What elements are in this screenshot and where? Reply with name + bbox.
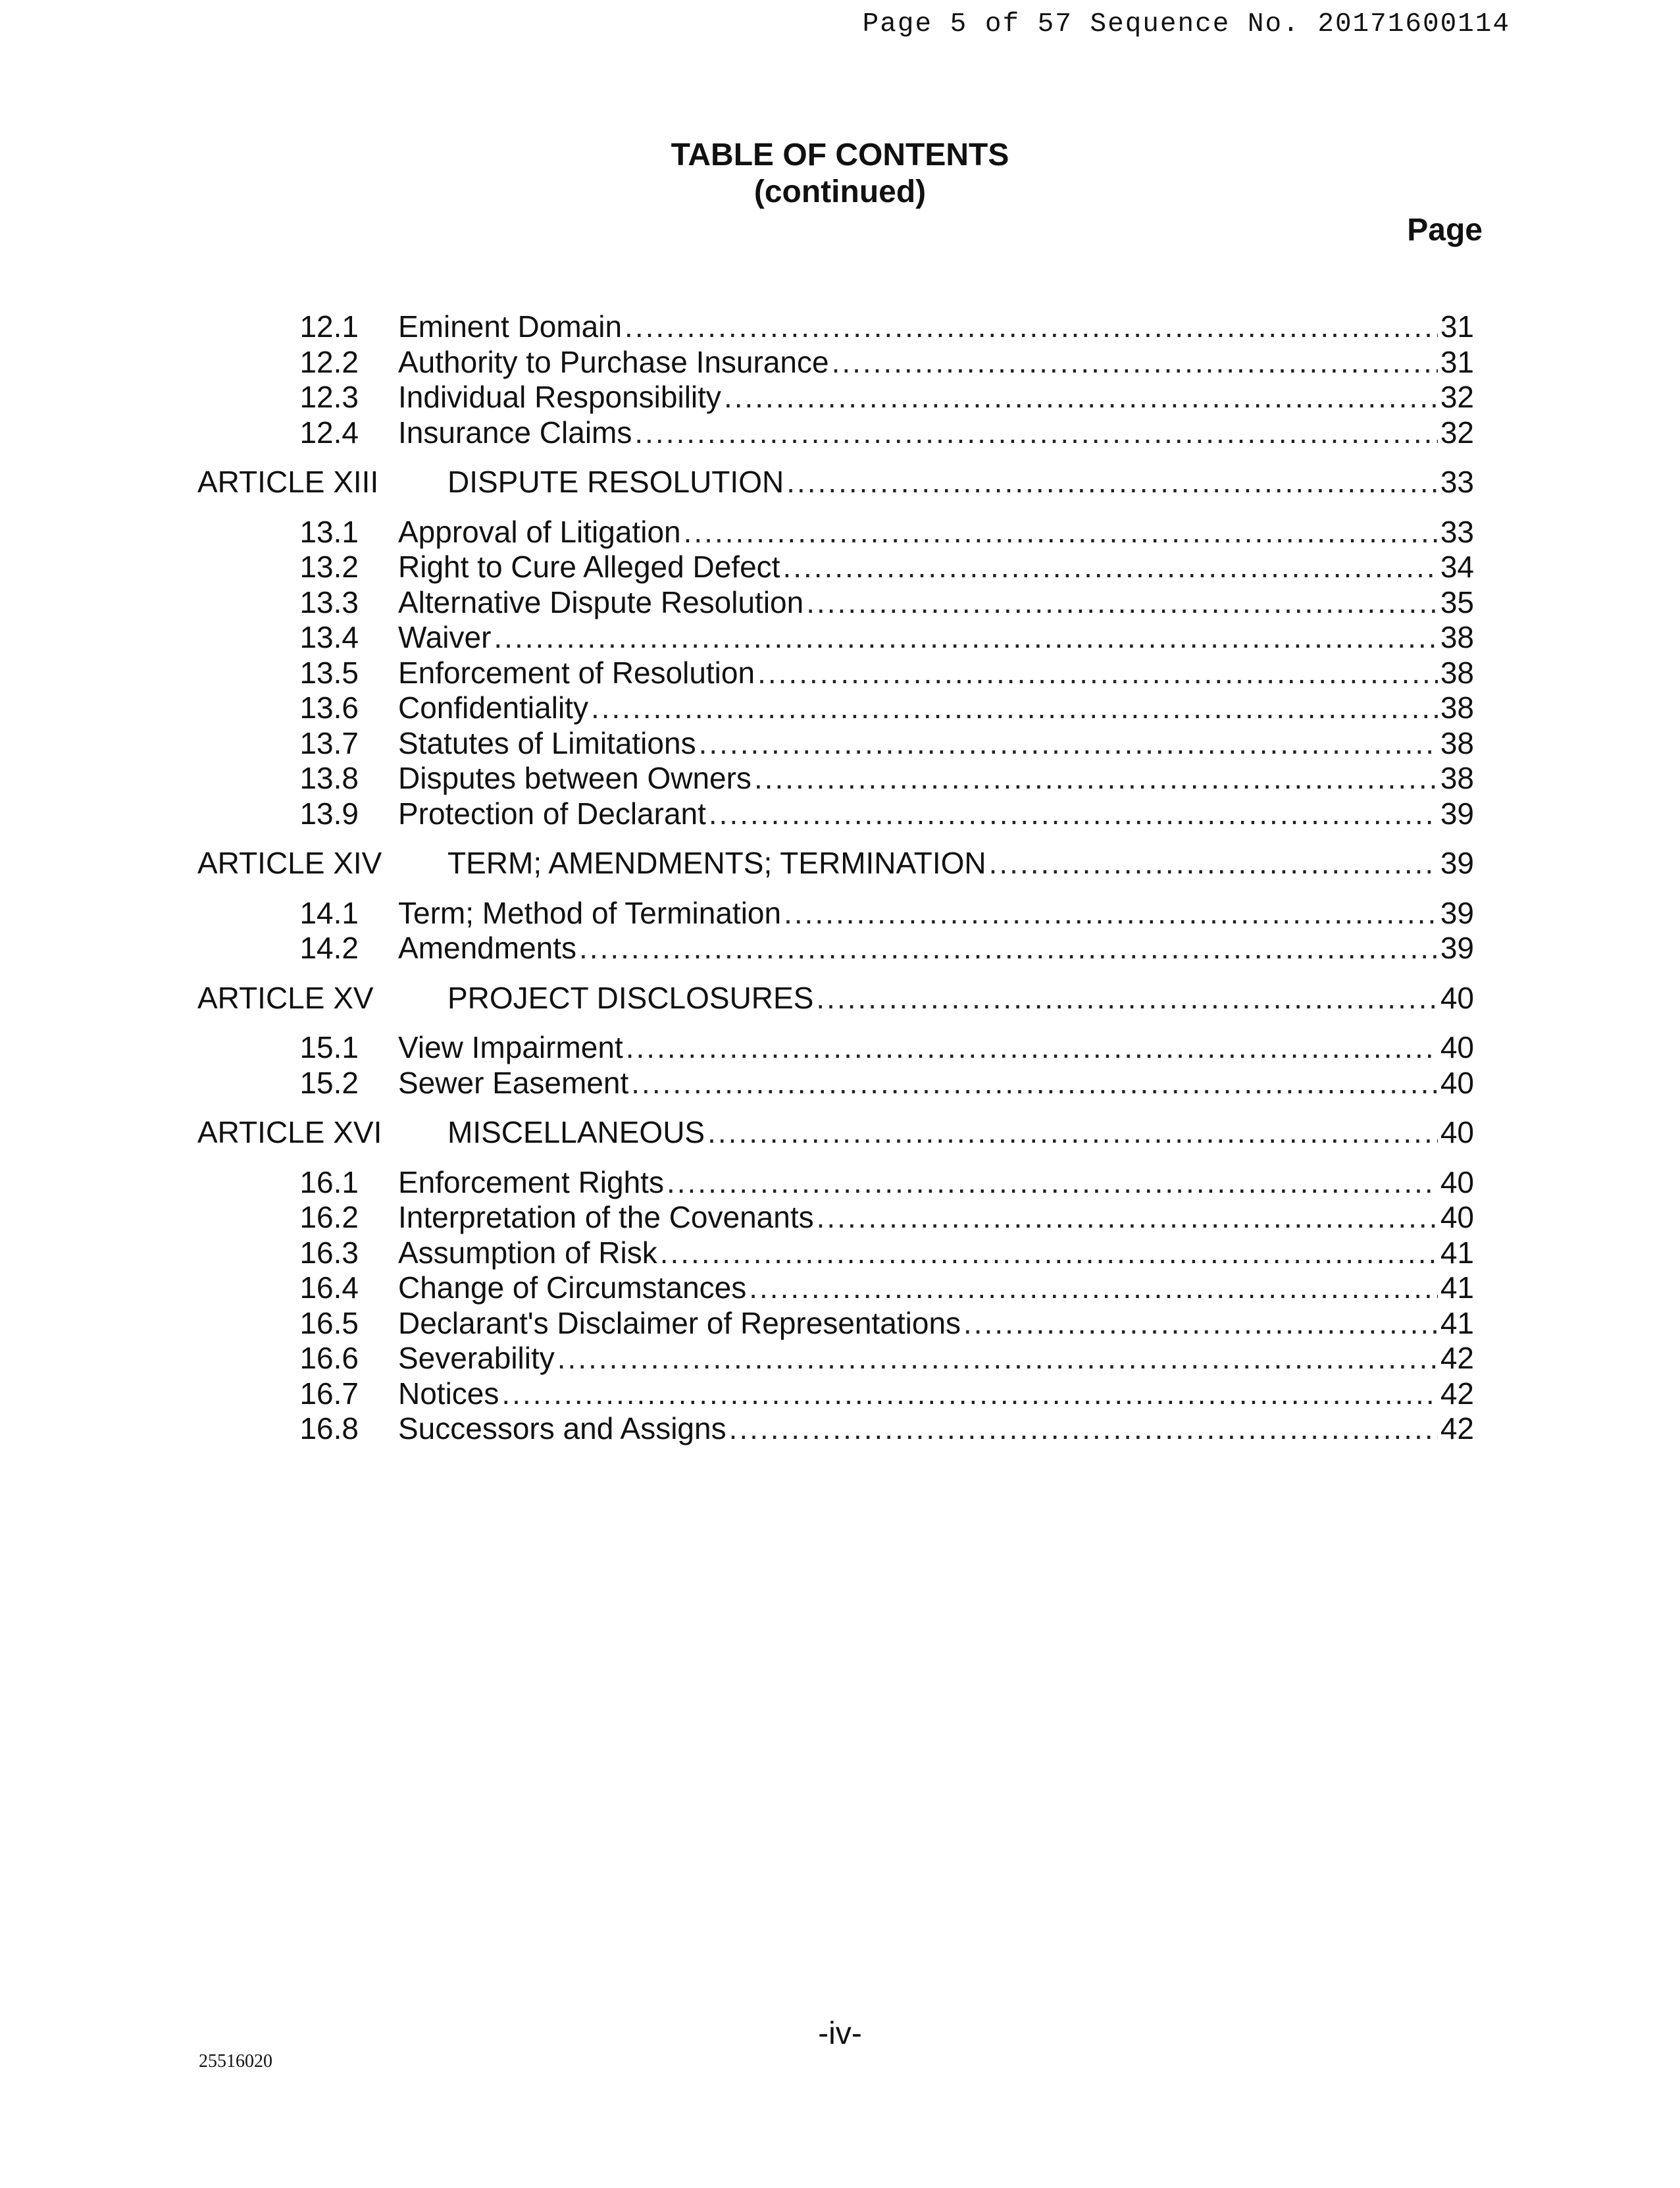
toc-entry-number: 15.1 [299, 1030, 359, 1064]
toc-entry-number: 13.4 [299, 620, 359, 654]
document-title [0, 137, 1680, 211]
toc-entry-title: PROJECT DISCLOSURES [447, 980, 814, 1015]
title-line: TABLE OF CONTENTS [671, 138, 1009, 172]
toc-entry-page: 40 [1440, 980, 1474, 1015]
toc-entry-title-line [398, 1411, 1474, 1447]
toc-entry-title: Alternative Dispute Resolution [398, 585, 804, 619]
toc-entry-title-line [398, 1270, 1474, 1306]
toc-entry-title: Enforcement Rights [398, 1164, 664, 1199]
toc-entry-number: ARTICLE XIII [197, 465, 379, 499]
dot-leader [624, 309, 1438, 345]
toc-entry-page: 42 [1440, 1341, 1474, 1375]
dot-leader [494, 620, 1437, 656]
toc-entry-number: 13.6 [299, 690, 359, 725]
toc-section-row [197, 309, 1474, 345]
toc-entry-number: 16.3 [299, 1235, 359, 1270]
toc-entry-title: Right to Cure Alleged Defect [398, 550, 780, 584]
document-id: 25516020 [199, 2051, 272, 2071]
toc-entry-title: DISPUTE RESOLUTION [447, 465, 784, 499]
dot-leader [817, 1200, 1438, 1236]
toc-entry-number: 13.5 [299, 655, 359, 690]
toc-article-row [197, 465, 1474, 500]
toc-entry-title: Sewer Easement [398, 1065, 629, 1100]
toc-entry-number: 16.2 [299, 1200, 359, 1234]
toc-entry-title-line [398, 690, 1474, 726]
toc-section-row [197, 1306, 1474, 1341]
toc-section-row [197, 380, 1474, 415]
toc-section-row [197, 345, 1474, 380]
dot-leader [684, 515, 1438, 550]
toc-entry-number: 12.1 [299, 309, 359, 344]
toc-entry-page: 32 [1440, 380, 1474, 414]
toc-entry-title-line [398, 345, 1474, 380]
toc-entry-page: 31 [1440, 309, 1474, 344]
dot-leader [784, 896, 1438, 931]
toc-entry-title: Notices [398, 1376, 499, 1411]
page-column-label: Page [1407, 213, 1483, 247]
toc-entry-page: 31 [1440, 344, 1474, 379]
toc-entry-title-line [398, 1030, 1474, 1066]
dot-leader [709, 796, 1438, 832]
toc-section-row [197, 796, 1474, 832]
dot-leader [634, 415, 1437, 451]
toc-entry-title-line [447, 981, 1474, 1016]
toc-entry-page: 41 [1440, 1270, 1474, 1305]
toc-section-row [197, 515, 1474, 550]
toc-section-row [197, 761, 1474, 796]
dot-leader [806, 585, 1438, 621]
toc-entry-title: Severability [398, 1341, 555, 1375]
dot-leader [660, 1236, 1438, 1271]
toc-entry-title: MISCELLANEOUS [447, 1115, 705, 1149]
dot-leader [591, 690, 1438, 726]
dot-leader [501, 1376, 1437, 1412]
toc-entry-number: 16.7 [299, 1376, 359, 1411]
toc-entry-number: 12.4 [299, 415, 359, 450]
page-number: -iv- [818, 2016, 862, 2051]
toc-entry-page: 38 [1440, 761, 1474, 795]
toc-entry-title: Individual Responsibility [398, 380, 721, 414]
toc-entry-number: 13.3 [299, 585, 359, 619]
toc-entry-number: 12.2 [299, 344, 359, 379]
toc-section-row [197, 1236, 1474, 1271]
sequence-stamp: Page 5 of 57 Sequence No. 20171600114 [862, 9, 1510, 39]
dot-leader [782, 550, 1437, 585]
dot-leader [667, 1165, 1438, 1201]
toc-entry-title: Approval of Litigation [398, 514, 681, 549]
toc-section-row [197, 931, 1474, 966]
dot-leader [729, 1411, 1438, 1447]
toc-entry-number: 12.3 [299, 380, 359, 414]
toc-entry-page: 38 [1440, 725, 1474, 760]
toc-entry-page: 39 [1440, 931, 1474, 965]
toc-entry-number: 13.9 [299, 796, 359, 831]
toc-entry-page: 41 [1440, 1305, 1474, 1340]
toc-section-row [197, 550, 1474, 585]
toc-entry-title: Confidentiality [398, 690, 588, 725]
toc-entry-number: 16.1 [299, 1164, 359, 1199]
toc-entry-title: Successors and Assigns [398, 1411, 726, 1446]
toc-entry-page: 38 [1440, 690, 1474, 725]
toc-article-row [197, 1115, 1474, 1151]
toc-entry-title-line [398, 380, 1474, 415]
toc-entry-title-line [398, 796, 1474, 832]
toc-entry-page: 38 [1440, 655, 1474, 690]
toc-entry-page: 40 [1440, 1030, 1474, 1064]
toc-entry-title: View Impairment [398, 1030, 623, 1064]
toc-entry-page: 32 [1440, 415, 1474, 450]
toc-section-row [197, 1200, 1474, 1236]
dot-leader [786, 465, 1438, 500]
toc-article-row [197, 846, 1474, 881]
toc-entry-number: 15.2 [299, 1065, 359, 1100]
toc-entry-title-line [447, 846, 1474, 881]
toc-entry-title: Statutes of Limitations [398, 725, 696, 760]
toc-entry-number: ARTICLE XVI [197, 1115, 382, 1149]
dot-leader [626, 1030, 1438, 1066]
toc-entry-title-line [398, 515, 1474, 550]
toc-section-row [197, 1165, 1474, 1201]
toc-section-row [197, 415, 1474, 451]
toc-entry-title-line [447, 1115, 1474, 1151]
toc-entry-number: 16.6 [299, 1341, 359, 1375]
toc-entry-number: 13.2 [299, 550, 359, 584]
toc-entry-number: 14.2 [299, 931, 359, 965]
toc-entry-number: 13.8 [299, 761, 359, 795]
title-subline: (continued) [753, 174, 927, 209]
toc-entry-title-line [447, 465, 1474, 500]
dot-leader [749, 1270, 1438, 1306]
toc-entry-title: Change of Circumstances [398, 1270, 747, 1305]
toc-entry-title-line [398, 1200, 1474, 1236]
toc-entry-page: 35 [1440, 585, 1474, 619]
toc-entry-page: 39 [1440, 796, 1474, 831]
toc-section-row [197, 1030, 1474, 1066]
toc-section-row [197, 1411, 1474, 1447]
toc-entry-number: 13.7 [299, 725, 359, 760]
toc-entry-page: 41 [1440, 1235, 1474, 1270]
toc-entry-page: 39 [1440, 846, 1474, 880]
toc-section-row [197, 896, 1474, 931]
toc-entry-title-line [398, 1236, 1474, 1271]
toc-section-row [197, 1341, 1474, 1376]
toc-entry-title-line [398, 726, 1474, 762]
dot-leader [963, 1306, 1438, 1341]
dot-leader [832, 345, 1438, 380]
toc-entry-title: Term; Method of Termination [398, 895, 782, 930]
dot-leader [724, 380, 1438, 415]
toc-section-row [197, 726, 1474, 762]
toc-entry-page: 42 [1440, 1411, 1474, 1446]
toc-entry-title-line [398, 896, 1474, 931]
toc-entry-title-line [398, 1306, 1474, 1341]
toc-section-row [197, 1270, 1474, 1306]
toc-entry-number: 14.1 [299, 895, 359, 930]
toc-section-row [197, 690, 1474, 726]
toc-entry-title-line [398, 1066, 1474, 1101]
toc-entry-number: ARTICLE XIV [197, 846, 382, 880]
dot-leader [579, 931, 1438, 966]
toc-entry-title-line [398, 656, 1474, 691]
toc-entry-title-line [398, 585, 1474, 621]
dot-leader [557, 1341, 1438, 1376]
toc-entry-title: Insurance Claims [398, 415, 632, 450]
toc-article-row [197, 981, 1474, 1016]
toc-entry-title: Interpretation of the Covenants [398, 1200, 814, 1234]
toc-entry-title: Declarant's Disclaimer of Representations [398, 1305, 961, 1340]
dot-leader [707, 1115, 1438, 1151]
toc-section-row [197, 656, 1474, 691]
toc-entry-title: Waiver [398, 620, 492, 654]
toc-entry-title: Enforcement of Resolution [398, 655, 755, 690]
toc-entry-title: Protection of Declarant [398, 796, 706, 831]
toc-entry-title: Disputes between Owners [398, 761, 751, 795]
toc-entry-page: 38 [1440, 620, 1474, 654]
table-of-contents [197, 309, 1474, 1447]
dot-leader [816, 981, 1437, 1016]
toc-entry-page: 40 [1440, 1115, 1474, 1149]
toc-entry-title-line [398, 309, 1474, 345]
toc-entry-title-line [398, 550, 1474, 585]
toc-entry-title-line [398, 761, 1474, 796]
toc-section-row [197, 1066, 1474, 1101]
toc-entry-title-line [398, 931, 1474, 966]
toc-section-row [197, 585, 1474, 621]
dot-leader [631, 1066, 1438, 1101]
toc-entry-title: TERM; AMENDMENTS; TERMINATION [447, 846, 986, 880]
toc-entry-number: ARTICLE XV [197, 980, 374, 1015]
toc-entry-title: Authority to Purchase Insurance [398, 344, 829, 379]
toc-entry-page: 40 [1440, 1065, 1474, 1100]
toc-entry-page: 34 [1440, 550, 1474, 584]
dot-leader [699, 726, 1438, 762]
toc-entry-number: 16.4 [299, 1270, 359, 1305]
toc-entry-title-line [398, 620, 1474, 656]
toc-entry-title-line [398, 1376, 1474, 1412]
toc-entry-page: 39 [1440, 895, 1474, 930]
toc-entry-number: 16.8 [299, 1411, 359, 1446]
toc-entry-number: 13.1 [299, 514, 359, 549]
toc-entry-title-line [398, 1341, 1474, 1376]
toc-entry-page: 42 [1440, 1376, 1474, 1411]
dot-leader [757, 656, 1438, 691]
toc-entry-number: 16.5 [299, 1305, 359, 1340]
toc-section-row [197, 620, 1474, 656]
toc-entry-title: Eminent Domain [398, 309, 623, 344]
toc-entry-page: 40 [1440, 1200, 1474, 1234]
toc-entry-title: Assumption of Risk [398, 1235, 657, 1270]
dot-leader [989, 846, 1438, 881]
dot-leader [754, 761, 1438, 796]
toc-entry-page: 33 [1440, 465, 1474, 499]
toc-entry-title-line [398, 415, 1474, 451]
toc-entry-page: 33 [1440, 514, 1474, 549]
toc-section-row [197, 1376, 1474, 1412]
toc-entry-page: 40 [1440, 1164, 1474, 1199]
toc-entry-title-line [398, 1165, 1474, 1201]
toc-entry-title: Amendments [398, 931, 577, 965]
